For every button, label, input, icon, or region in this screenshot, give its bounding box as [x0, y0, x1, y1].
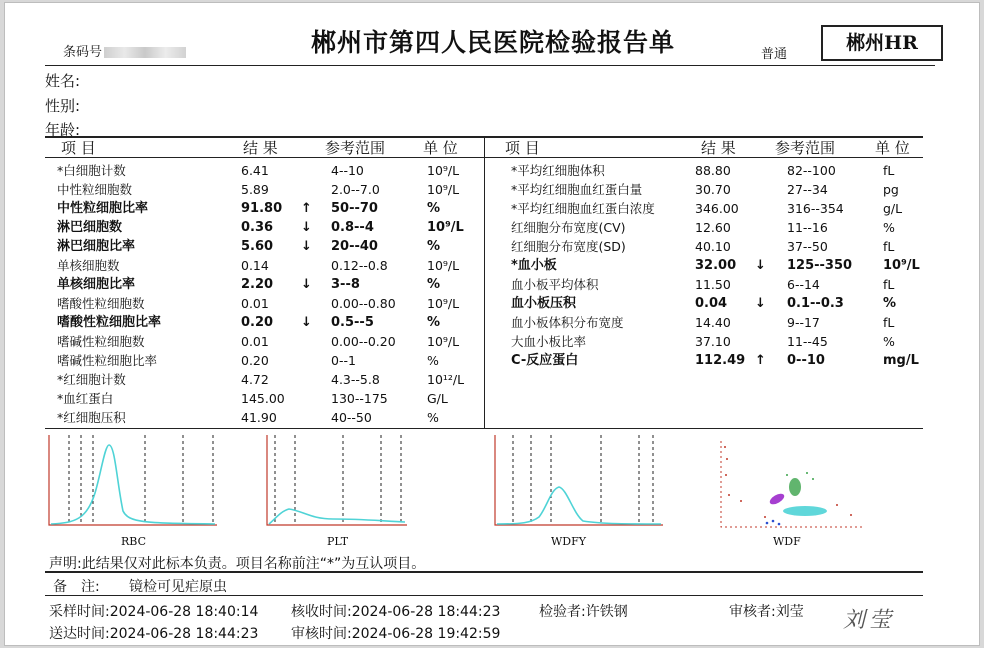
item-unit: 10⁹/L: [883, 258, 920, 273]
item-result: 30.70: [695, 182, 731, 197]
item-range: 37--50: [787, 239, 828, 254]
item-name: *白细胞计数: [57, 163, 126, 178]
item-result: 14.40: [695, 315, 731, 330]
item-result: 0.36: [241, 220, 274, 235]
item-unit: g/L: [883, 201, 903, 216]
reviewer-value: 刘莹: [775, 604, 804, 620]
item-range: 82--100: [787, 163, 836, 178]
item-unit: %: [883, 296, 897, 311]
item-name: 淋巴细胞比率: [57, 239, 136, 254]
review-time-field: [291, 623, 500, 643]
item-result: 346.00: [695, 201, 739, 216]
patient-name-label: 姓名:: [45, 72, 81, 90]
item-name: 嗜碱性粒细胞数: [57, 334, 145, 349]
statement-rule: [45, 571, 923, 573]
item-name: 单核细胞数: [57, 258, 120, 273]
item-unit: fL: [883, 315, 895, 330]
item-result: 91.80: [241, 201, 283, 216]
item-name: 嗜酸性粒细胞比率: [57, 315, 162, 330]
collect-time-value: 2024-06-28 18:40:14: [109, 604, 259, 620]
item-range: 2.0--7.0: [331, 182, 380, 197]
item-range: 0.00--0.20: [331, 334, 396, 349]
left-header-unit: 单 位: [423, 139, 458, 157]
patient-age-label: 年龄:: [45, 121, 81, 139]
wdf-scattergram: [717, 439, 867, 531]
item-result: 5.60: [241, 239, 274, 254]
item-result: 0.14: [241, 258, 269, 273]
wdfy-label: WDFY: [551, 535, 587, 548]
item-result: 0.20: [241, 353, 269, 368]
remark-label: 备 注:: [53, 579, 100, 595]
item-range: 0--1: [331, 353, 356, 368]
review-time-value: 2024-06-28 19:42:59: [351, 626, 501, 642]
item-result: 2.20: [241, 277, 274, 292]
item-name: *平均红细胞血红蛋白浓度: [511, 201, 655, 216]
item-flag: ↑: [301, 201, 312, 216]
item-unit: fL: [883, 163, 895, 178]
item-unit: 10¹²/L: [427, 372, 465, 387]
item-result: 0.04: [695, 296, 728, 311]
receive-time-label: 核收时间:: [291, 604, 352, 620]
review-time-label: 审核时间:: [291, 626, 352, 642]
header-divider: [45, 65, 935, 66]
send-time-value: 2024-06-28 18:44:23: [109, 626, 259, 642]
item-name: 嗜碱性粒细胞比率: [57, 353, 158, 368]
item-result: 40.10: [695, 239, 731, 254]
hospital-stamp: 郴州HR: [821, 25, 943, 61]
item-range: 50--70: [331, 201, 378, 216]
patient-sex-label: 性别:: [45, 97, 81, 115]
item-result: 32.00: [695, 258, 737, 273]
tester-field: [539, 601, 628, 621]
item-result: 88.80: [695, 163, 731, 178]
left-header-range: 参考范围: [325, 139, 386, 157]
item-range: 11--16: [787, 220, 828, 235]
right-header-unit: 单 位: [875, 139, 910, 157]
item-unit: %: [427, 277, 441, 292]
item-flag: ↓: [755, 258, 766, 273]
plt-label: PLT: [327, 535, 349, 548]
remark-text: 镜检可见疟原虫: [129, 579, 227, 595]
tester-value: 许铁钢: [585, 604, 628, 620]
left-header-item: 项 目: [61, 139, 96, 157]
item-name: 淋巴细胞数: [57, 220, 123, 235]
item-name: *红细胞计数: [57, 372, 126, 387]
item-name: 血小板压积: [511, 296, 577, 311]
disclaimer-statement: 声明:此结果仅对此标本负责。项目名称前注“*”为互认项目。: [49, 556, 426, 572]
item-result: 41.90: [241, 410, 277, 425]
item-result: 0.01: [241, 334, 269, 349]
plt-histogram: [263, 433, 413, 529]
item-unit: fL: [883, 277, 895, 292]
item-name: *血小板: [511, 258, 557, 273]
item-range: 20--40: [331, 239, 378, 254]
item-unit: %: [427, 239, 441, 254]
item-name: *血红蛋白: [57, 391, 114, 406]
rbc-histogram: [45, 433, 225, 529]
item-unit: mg/L: [883, 353, 919, 368]
item-flag: ↓: [301, 277, 312, 292]
item-result: 6.41: [241, 163, 269, 178]
item-unit: 10⁹/L: [427, 163, 460, 178]
item-result: 0.01: [241, 296, 269, 311]
item-range: 125--350: [787, 258, 853, 273]
reviewer-field: [729, 601, 804, 621]
item-range: 0.12--0.8: [331, 258, 388, 273]
item-name: 血小板平均体积: [511, 277, 599, 292]
item-result: 5.89: [241, 182, 269, 197]
item-range: 9--17: [787, 315, 820, 330]
right-header-range: 参考范围: [775, 139, 836, 157]
tester-label: 检验者:: [539, 604, 586, 620]
wdf-label: WDF: [773, 535, 801, 548]
item-result: 112.49: [695, 353, 746, 368]
item-unit: %: [427, 315, 441, 330]
item-unit: fL: [883, 239, 895, 254]
barcode-field: [63, 41, 186, 60]
item-name: 中性粒细胞数: [57, 182, 133, 197]
item-flag: ↓: [755, 296, 766, 311]
item-range: 6--14: [787, 277, 820, 292]
item-result: 145.00: [241, 391, 285, 406]
item-flag: ↓: [301, 315, 312, 330]
barcode-value-redacted: [104, 47, 186, 58]
table-bottom-rule: [45, 428, 923, 429]
item-unit: %: [883, 334, 895, 349]
collect-time-label: 采样时间:: [49, 604, 110, 620]
left-header-result: 结 果: [243, 139, 278, 157]
wdfy-histogram: [491, 433, 667, 529]
item-result: 0.20: [241, 315, 274, 330]
item-unit: pg: [883, 182, 899, 197]
item-range: 130--175: [331, 391, 388, 406]
item-unit: %: [427, 201, 441, 216]
item-unit: %: [427, 353, 439, 368]
item-name: 红细胞分布宽度(SD): [511, 239, 626, 254]
collect-time-field: [49, 601, 258, 621]
item-name: *红细胞压积: [57, 410, 126, 425]
item-unit: 10⁹/L: [427, 296, 460, 311]
right-header-result: 结 果: [701, 139, 736, 157]
item-unit: 10⁹/L: [427, 220, 464, 235]
item-flag: ↑: [755, 353, 766, 368]
item-result: 4.72: [241, 372, 269, 387]
item-range: 4.3--5.8: [331, 372, 380, 387]
item-result: 37.10: [695, 334, 731, 349]
item-range: 0--10: [787, 353, 825, 368]
item-name: *平均红细胞体积: [511, 163, 605, 178]
priority-tag: 普通: [761, 47, 788, 62]
item-flag: ↓: [301, 239, 312, 254]
item-name: 中性粒细胞比率: [57, 201, 149, 216]
report-title: 郴州市第四人民医院检验报告单: [311, 28, 676, 57]
send-time-field: [49, 623, 258, 643]
item-name: 红细胞分布宽度(CV): [511, 220, 626, 235]
item-unit: %: [427, 410, 439, 425]
item-range: 316--354: [787, 201, 844, 216]
right-header-item: 项 目: [505, 139, 540, 157]
item-range: 27--34: [787, 182, 828, 197]
remark-rule: [45, 595, 923, 596]
rbc-label: RBC: [121, 535, 146, 548]
item-name: 血小板体积分布宽度: [511, 315, 624, 330]
reviewer-label: 审核者:: [729, 604, 776, 620]
item-name: 嗜酸性粒细胞数: [57, 296, 145, 311]
item-range: 3--8: [331, 277, 360, 292]
send-time-label: 送达时间:: [49, 626, 110, 642]
item-range: 40--50: [331, 410, 372, 425]
receive-time-field: [291, 601, 500, 621]
item-name: 单核细胞比率: [57, 277, 136, 292]
item-range: 0.00--0.80: [331, 296, 396, 311]
item-name: 大血小板比率: [511, 334, 587, 349]
column-divider: [484, 136, 485, 428]
handwritten-signature: 刘莹: [843, 608, 896, 633]
item-range: 0.5--5: [331, 315, 374, 330]
item-result: 11.50: [695, 277, 731, 292]
item-name: C-反应蛋白: [511, 353, 579, 368]
item-unit: %: [883, 220, 895, 235]
item-unit: 10⁹/L: [427, 334, 460, 349]
item-result: 12.60: [695, 220, 731, 235]
item-unit: 10⁹/L: [427, 258, 460, 273]
item-range: 11--45: [787, 334, 828, 349]
item-unit: 10⁹/L: [427, 182, 460, 197]
lab-report-sheet: [4, 2, 980, 646]
barcode-label: 条码号: [63, 45, 103, 60]
item-flag: ↓: [301, 220, 312, 235]
item-range: 4--10: [331, 163, 364, 178]
item-name: *平均红细胞血红蛋白量: [511, 182, 643, 197]
item-range: 0.1--0.3: [787, 296, 844, 311]
receive-time-value: 2024-06-28 18:44:23: [351, 604, 501, 620]
item-range: 0.8--4: [331, 220, 374, 235]
item-unit: G/L: [427, 391, 448, 406]
